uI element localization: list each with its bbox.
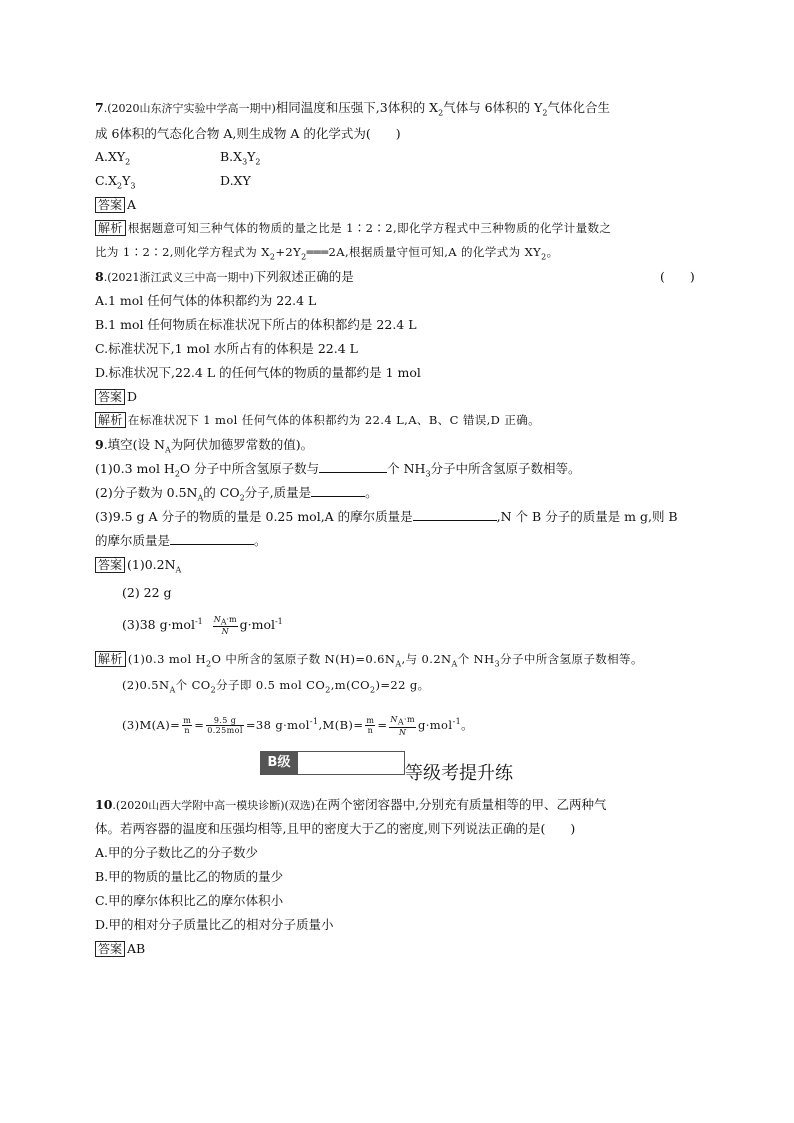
subscript: 2	[255, 157, 261, 167]
subscript: 3	[130, 181, 136, 191]
q9-part1	[95, 460, 581, 483]
answer-value: A	[127, 197, 137, 212]
analysis-text: (2)0.5N	[122, 678, 170, 692]
analysis-text: 比为 1∶2∶2,则化学方程式为 X	[95, 245, 270, 259]
frac-text: ·m	[404, 715, 415, 725]
q9-text: 的 CO	[203, 485, 240, 500]
subscript: 3	[242, 157, 248, 167]
answer-tag: 答案	[95, 557, 125, 573]
q9-text: ,N 个 B 分子的质量是 m g,则 B	[496, 509, 678, 524]
fraction	[365, 716, 375, 735]
subscript: 2	[206, 659, 212, 669]
subscript: A	[451, 659, 458, 669]
q7-option-a	[95, 148, 130, 171]
answer-tag: 答案	[95, 197, 125, 213]
q10-source: .(2020山西大学附中高一模块诊断)(双选)	[112, 799, 316, 812]
q7-option-b	[220, 148, 261, 171]
fraction	[213, 615, 238, 637]
q9-analysis-3	[122, 713, 473, 737]
analysis-text: O 中所含的氢原子数 N(H)=0.6N	[211, 652, 396, 666]
q8-analysis	[95, 412, 540, 429]
q9-analysis-1	[95, 651, 643, 672]
q8-stem	[95, 268, 354, 286]
analysis-text: =38 g·mol	[245, 717, 310, 732]
superscript: -1	[274, 617, 283, 626]
q7-source: .(2020山东济宁实验中学高一期中)	[103, 102, 276, 115]
subscript: 2	[239, 493, 245, 503]
analysis-text: =	[377, 717, 388, 732]
q9-text: (3)9.5 g A 分子的物质的量是 0.25 mol,A 的摩尔质量是	[95, 509, 413, 524]
option-text: B.X	[220, 149, 243, 164]
frac-text: N	[221, 627, 229, 637]
q10-stem-line1	[95, 796, 607, 814]
q9-number: 9	[95, 437, 104, 452]
q8-option-c: C.标准状况下,1 mol 水所占有的体积是 22.4 L	[95, 341, 358, 356]
analysis-text: 。	[461, 717, 473, 732]
q8-answer	[95, 388, 137, 405]
analysis-text: 个 CO	[175, 678, 211, 692]
fill-blank[interactable]	[413, 509, 497, 521]
banner-title: 等级考提升练	[405, 763, 513, 784]
fraction	[206, 716, 244, 735]
q9-part3-line2	[95, 532, 267, 549]
q9-text: 分子,质量是	[244, 485, 312, 500]
q9-text: 个 NH	[387, 461, 426, 476]
q8-stem-text: 下列叙述正确的是	[253, 269, 354, 284]
q7-analysis-line2	[95, 244, 559, 265]
q8-option-a: A.1 mol 任何气体的体积都约为 22.4 L	[95, 293, 317, 308]
analysis-text: 根据题意可知三种气体的物质的量之比是 1∶2∶2,即化学方程式中三种物质的化学计量数之	[127, 221, 612, 235]
subscript: 2	[125, 157, 131, 167]
q9-text: (1)0.3 mol H	[95, 461, 175, 476]
subscript: 3	[494, 659, 501, 669]
answer-value: (1)0.2N	[127, 557, 176, 572]
subscript: A	[175, 565, 182, 575]
subscript: 2	[210, 685, 217, 695]
superscript: -1	[309, 717, 319, 726]
q9-answer-3	[122, 613, 283, 636]
q9-stem-text: 为阿伏加德罗常数的值)。	[170, 437, 314, 452]
subscript: A	[395, 659, 402, 669]
analysis-text: (3)M(A)=	[122, 717, 181, 732]
q7-number: 7	[95, 100, 104, 115]
subscript: 2	[174, 469, 180, 479]
analysis-text: +2Y	[275, 245, 302, 259]
q7-stem-text: 气体与 6体积的 Y	[443, 100, 543, 115]
q7-stem-text: 相同温度和压强下,3体积的 X	[275, 100, 439, 115]
answer-value: (3)38 g·mol	[122, 617, 195, 633]
q9-answer-1	[95, 556, 181, 579]
q9-stem	[95, 436, 313, 459]
q9-text: 。	[365, 485, 378, 500]
subscript: A	[397, 717, 404, 727]
fraction	[389, 715, 416, 737]
q10-option-c: C.甲的摩尔体积比乙的摩尔体积小	[95, 893, 284, 908]
q7-answer	[95, 196, 136, 213]
q8-option-d: D.标准状况下,22.4 L 的任何气体的物质的量都约是 1 mol	[95, 365, 421, 380]
q7-analysis-line1	[95, 220, 611, 237]
answer-tag: 答案	[95, 941, 125, 957]
frac-text: ·m	[226, 614, 237, 624]
frac-text: m	[183, 716, 192, 726]
analysis-text: 。	[546, 245, 559, 259]
analysis-text: ,与 0.2N	[401, 652, 452, 666]
analysis-text: ,m(CO	[330, 678, 370, 692]
analysis-text: ,M(B)=	[318, 717, 364, 732]
q8-answer-paren: ( )	[660, 269, 695, 284]
q9-text: 分子中所含氢原子数相等。	[430, 461, 581, 476]
analysis-text: 分子中所含氢原子数相等。	[500, 652, 643, 666]
q10-option-b: B.甲的物质的量比乙的物质的量少	[95, 869, 284, 884]
subscript: 3	[425, 469, 431, 479]
subscript: 2	[301, 252, 307, 262]
frac-text: N	[398, 727, 407, 737]
q9-text: (2)分子数为 0.5N	[95, 485, 198, 500]
option-text: Y	[247, 149, 256, 164]
q9-part2	[95, 484, 378, 507]
q9-part3-line1	[95, 508, 678, 525]
analysis-text: 个 NH	[457, 652, 495, 666]
superscript: -1	[452, 717, 462, 726]
analysis-text: 分子即 0.5 mol CO	[216, 678, 326, 692]
analysis-text: 在标准状况下 1 mol 任何气体的体积都约为 22.4 L,A、B、C 错误,D 正确。	[127, 413, 541, 427]
frac-text: N	[213, 614, 221, 624]
q10-option-a: A.甲的分子数比乙的分子数少	[95, 845, 259, 860]
option-text: Y	[122, 173, 131, 188]
frac-text: N	[390, 715, 398, 725]
analysis-text: =	[194, 717, 205, 732]
q10-number: 10	[95, 797, 113, 812]
q7-stem-text: 气体化合生	[547, 100, 610, 115]
q10-stem-text: 在两个密闭容器中,分别充有质量相等的甲、乙两种气	[315, 797, 607, 812]
subscript: A	[197, 493, 204, 503]
q8-option-b: B.1 mol 任何物质在标准状况下所占的体积都约是 22.4 L	[95, 317, 417, 332]
subscript: 2	[438, 108, 444, 118]
frac-text: 0.25mol	[207, 726, 243, 736]
option-text: A.XY	[95, 149, 126, 164]
answer-tag: 答案	[95, 389, 125, 405]
q7-stem-line2: 成 6体积的气态化合物 A,则生成物 A 的化学式为( )	[95, 126, 401, 141]
level-badge: B级	[260, 751, 298, 775]
frac-text: m	[366, 716, 375, 726]
fill-blank[interactable]	[311, 485, 365, 497]
fraction	[182, 716, 192, 735]
analysis-tag: 解析	[95, 220, 126, 236]
subscript: 2	[269, 252, 276, 262]
analysis-text: )=22 g。	[375, 678, 430, 692]
analysis-text: ═══2A,根据质量守恒可知,A 的化学式为 XY	[306, 245, 542, 259]
banner-bar	[298, 751, 405, 775]
q8-source: .(2021浙江武义三中高一期中)	[103, 271, 254, 284]
subscript: 2	[117, 181, 123, 191]
frac-text: n	[184, 726, 190, 736]
q9-analysis-2	[122, 677, 430, 698]
q9-stem-text: .填空(设 N	[103, 437, 165, 452]
superscript: -1	[194, 617, 203, 626]
q9-answer-2: (2) 22 g	[122, 585, 172, 600]
q7-stem-line1	[95, 99, 610, 122]
q9-text: 。	[254, 533, 267, 548]
q10-stem-line2: 体。若两容器的温度和压强均相等,且甲的密度大于乙的密度,则下列说法正确的是( )	[95, 821, 576, 836]
subscript: 2	[325, 685, 331, 695]
fill-blank[interactable]	[319, 461, 387, 473]
answer-value: D	[127, 389, 138, 404]
frac-text: 9.5 g	[206, 716, 244, 726]
q9-text: O 分子中所含氢原子数与	[179, 461, 320, 476]
q10-answer	[95, 940, 145, 957]
q9-text: 的摩尔质量是	[95, 533, 171, 548]
frac-text: n	[367, 726, 374, 736]
subscript: 2	[542, 108, 548, 118]
analysis-text: (1)0.3 mol H	[127, 652, 207, 666]
analysis-text: g·mol	[417, 717, 453, 732]
q7-option-d: D.XY	[220, 173, 251, 188]
subscript: A	[220, 617, 227, 627]
subscript: A	[164, 445, 171, 455]
option-text: C.X	[95, 173, 117, 188]
fill-blank[interactable]	[170, 533, 254, 545]
subscript: 2	[370, 685, 376, 695]
analysis-tag: 解析	[95, 651, 126, 667]
q7-option-c	[95, 172, 135, 195]
q10-option-d: D.甲的相对分子质量比乙的相对分子质量小	[95, 917, 334, 932]
analysis-tag: 解析	[95, 412, 126, 428]
subscript: A	[169, 685, 176, 695]
q8-number: 8	[95, 269, 104, 284]
subscript: 2	[541, 252, 547, 262]
answer-value: g·mol	[239, 617, 275, 633]
answer-value: AB	[127, 941, 146, 956]
